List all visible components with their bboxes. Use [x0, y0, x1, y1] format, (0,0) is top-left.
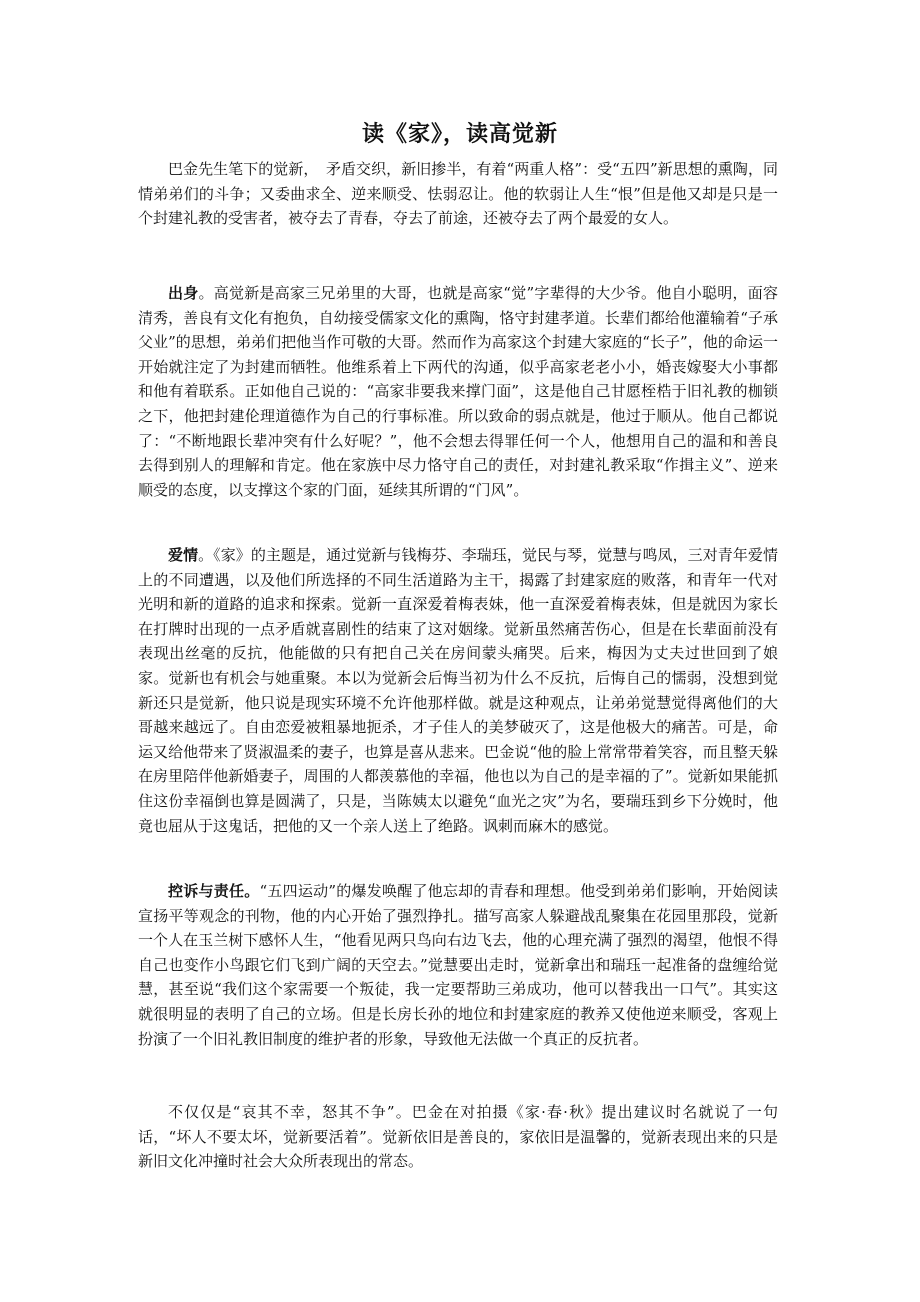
paragraph-text: 。高觉新是高家三兄弟里的大哥，也就是高家“觉”字辈得的大少爷。他自小聪明，面容清秀，善良有文化有抱负，自幼接受儒家文化的熏陶，恪守封建孝道。长辈们都给他灌输着“子承父业”的思想，弟弟们把他当作可敬的大哥。然而作为高家这个封建大家庭的“长子”，他的命运一开始就注定了为封建而牺牲。他维系着上下两代的沟通，似乎高家老老小小，婚丧嫁娶大小事都和他有着联系。正如他自己说的：“高家非要我来撑门面”，这是他自己甘愿桎梏于旧礼教的枷锁之下，他把封建伦理道德作为自己的行事标准。所以致命的弱点就是，他过于顺从。他自己都说了：“不断地跟长辈冲突有什么好呢？”，他不会想去得罪任何一个人，他想用自己的温和和善良去得到别人的理解和肯定。他在家族中尽力恪守自己的责任，对封建礼教采取“作揖主义”、逆来顺受的态度，以支撑这个家的门面，延续其所谓的“门风”。 [138, 284, 778, 499]
paragraph-responsibility [138, 879, 778, 1051]
paragraph-intro [138, 157, 778, 231]
section-heading-origin: 出身 [168, 284, 199, 302]
paragraph-love [138, 543, 778, 838]
page-title: 读《家》，读高觉新 [361, 121, 558, 147]
paragraph-text: “五四运动”的爆发唤醒了他忘却的青春和理想。他受到弟弟们影响，开始阅读宣扬平等观念的刊物，他的内心开始了强烈挣扎。描写高家人躲避战乱聚集在花园里那段，觉新一个人在玉兰树下感怀人生，“他看见两只鸟向右边飞去，他的心理充满了强烈的渴望，他恨不得自己也变作小鸟跟它们飞到广阔的天空去。”觉慧要出走时，觉新拿出和瑞珏一起准备的盘缠给觉慧，甚至说“我们这个家需要一个叛徒，我一定要帮助三弟成功，他可以替我出一口气”。其实这就很明显的表明了自己的立场。但是长房长孙的地位和封建家庭的教养又使他逆来顺受，客观上扮演了一个旧礼教旧制度的维护者的形象，导致他无法做一个真正的反抗者。 [138, 882, 778, 1048]
paragraph-origin [138, 281, 778, 502]
paragraph-conclusion [138, 1100, 778, 1174]
paragraph-text: 。《家》的主题是，通过觉新与钱梅芬、李瑞珏，觉民与琴，觉慧与鸣凤，三对青年爱情上的不同遭遇，以及他们所选择的不同生活道路为主干，揭露了封建家庭的败落，和青年一代对光明和新的道路的追求和探索。觉新一直深爱着梅表妹，他一直深爱着梅表妹，但是就因为家长在打牌时出现的一点矛盾就喜剧性的结束了这对姻缘。觉新虽然痛苦伤心，但是在长辈面前没有表现出丝毫的反抗，他能做的只有把自己关在房间蒙头痛哭。后来，梅因为丈夫过世回到了娘家。觉新也有机会与她重聚。本以为觉新会后悔当初为什么不反抗，后悔自己的懦弱，没想到觉新还只是觉新，他只说是现实环境不允许他那样做。就是这种观点，让弟弟觉慧觉得离他们的大哥越来越远了。自由恋爱被粗暴地扼杀，才子佳人的美梦破灭了，这是他极大的痛苦。可是，命运又给他带来了贤淑温柔的妻子，也算是喜从悲来。巴金说“他的脸上常常带着笑容，而且整天躲在房里陪伴他新婚妻子，周围的人都羡慕他的幸福，他也以为自己的是幸福的了”。觉新如果能抓住这份幸福倒也算是圆满了，只是，当陈姨太以避免“血光之灾”为名，要瑞珏到乡下分娩时，他竟也屈从于这鬼话，把他的又一个亲人送上了绝路。讽刺而麻木的感觉。 [138, 546, 778, 835]
paragraph-text: 不仅仅是“哀其不幸，怒其不争”。巴金在对拍摄《家·春·秋》提出建议时名就说了一句话，“坏人不要太坏，觉新要活着”。觉新依旧是善良的，家依旧是温馨的，觉新表现出来的只是新旧文化冲撞时社会大众所表现出的常态。 [138, 1103, 778, 1171]
section-heading-responsibility: 控诉与责任。 [168, 882, 260, 900]
paragraph-text: 巴金先生笔下的觉新， 矛盾交织，新旧掺半，有着“两重人格”：受“五四”新思想的熏陶，同情弟弟们的斗争；又委曲求全、逆来顺受、怯弱忍让。他的软弱让人生“恨”但是他又却是只是一个封建礼教的受害者，被夺去了青春，夺去了前途，还被夺去了两个最爱的女人。 [138, 160, 778, 228]
section-heading-love: 爱情 [168, 546, 199, 564]
